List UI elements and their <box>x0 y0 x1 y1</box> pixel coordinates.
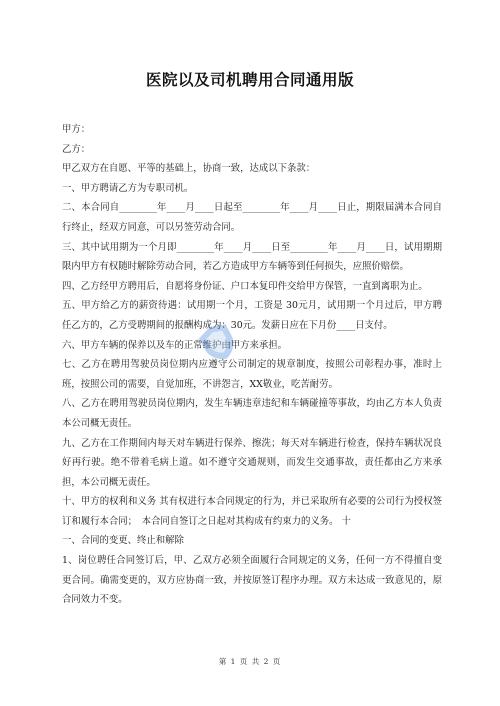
clause-11-item-1: 1、岗位聘任合同签订后，甲、乙双方必须全面履行合同规定的义务，任何一方不得擅自变更合同。确需变更的，双方应协商一致，并按原签订程序办理。双方未达成一致意见的，原合同效力不变。 <box>62 555 442 606</box>
paragraph-party-a: 甲方： <box>62 124 91 135</box>
clause-9: 九、乙方在工作期间内每天对车辆进行保养、擦洗；每天对车辆进行检查，保持车辆状况良好再行驶。绝不带着毛病上道。如不遵守交通规则，而发生交通事故，责任都由乙方来承担，本公司概无责任。 <box>62 437 442 488</box>
clause-2: 二、本合同自________年____月____日起至________年____月____日止，期限届满本合同自行终止，经双方同意，可以另签劳动合同。 <box>62 202 442 233</box>
document-body <box>62 120 442 610</box>
clause-3: 三、其中试用期为一个月即________年____月____日至________年____月____日，试用期期限内甲方有权随时解除劳动合同，若乙方造成甲方车辆等到任何损失，应照价赔偿。 <box>62 241 442 273</box>
paragraph-preamble: 甲乙双方在自愿、平等的基础上，协商一致，达成以下条款： <box>62 163 316 175</box>
clause-8: 八、乙方在聘用驾驶员岗位期内，发生车辆违章违纪和车辆碰撞等事故，均由乙方本人负责本公司概无责任。 <box>62 398 442 429</box>
document-title: 医院以及司机聘用合同通用版 <box>145 71 354 89</box>
clause-5: 五、甲方给乙方的薪资待遇：试用期一个月，工资是 30元月，试用期一个月过后，甲方聘任乙方的，乙方受聘期间的报酬构成为：30元。发薪日应在下月份____日支付。 <box>62 300 442 331</box>
clause-6: 六、甲方车辆的保养以及车的正常维护由甲方来承担。 <box>62 339 288 351</box>
clause-1: 一、甲方聘请乙方为专职司机。 <box>62 182 194 194</box>
clause-11-heading: 一、合同的变更、终止和解除 <box>62 535 184 547</box>
clause-7: 七、乙方在聘用驾驶员岗位期内应遵守公司制定的规章制度，按照公司彰程办事，准时上班，按照公司的需要，自觉加班，不讲怨言，XX敬业，吃苦耐劳。 <box>62 359 442 390</box>
page-footer: 第 1 页 共 2 页 <box>218 657 282 666</box>
clause-10: 十、甲方的权利和义务 其有权进行本合同规定的行为，并已采取所有必要的公司行为授权签订和履行本合同； 本合同自签订之日起对其构成有约束力的义务。 十 <box>62 496 442 527</box>
paragraph-party-b: 乙方： <box>62 143 91 155</box>
clause-4: 四、乙方经甲方聘用后，自愿将身份证、户口本复印件交给甲方保管，一直到离职为止。 <box>62 280 428 292</box>
